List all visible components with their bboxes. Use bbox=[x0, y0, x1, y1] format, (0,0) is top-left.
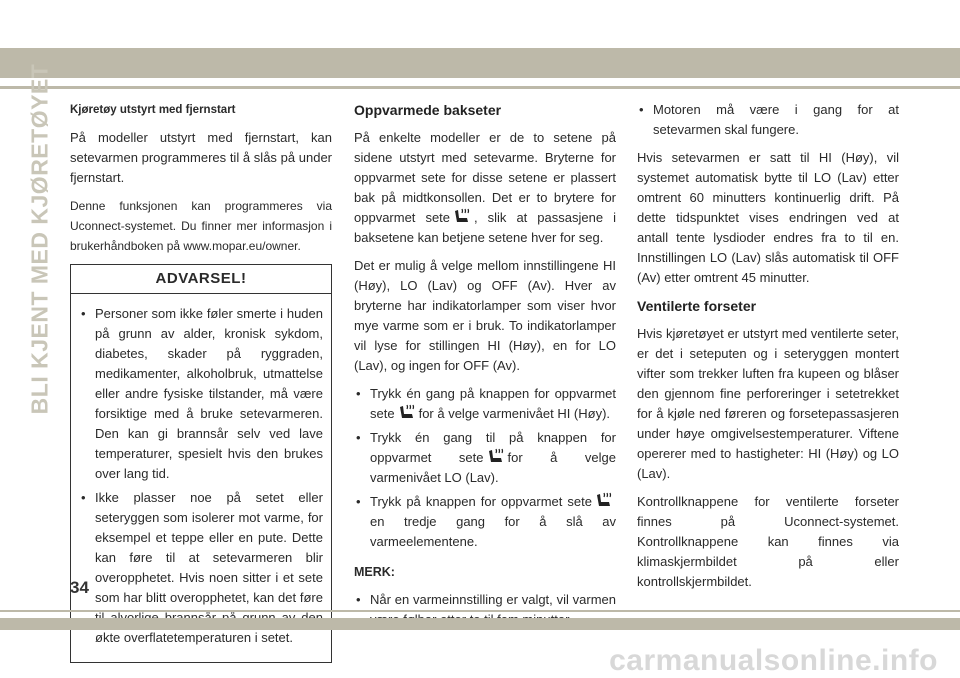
header-band bbox=[0, 48, 960, 78]
column-3 bbox=[637, 100, 899, 600]
footer-band bbox=[0, 618, 960, 630]
note-item: • Når en varmeinnstilling er valgt, vil varmen bbox=[356, 592, 616, 607]
warning-list bbox=[79, 304, 323, 648]
warning-box bbox=[70, 264, 332, 663]
column-1 bbox=[70, 100, 332, 663]
heated-rear-settings: Det er mulig å velge mellom innstillingene HI (Høy), LO (Lav) og OFF (Av). Hver av bryterne har indikatorlamper som viser hvor mye varme som er i bruk. To indikatorlamper vil lyse for stillingen HI (Høy), en for LO (Lav), og ingen for OFF (Av). bbox=[354, 258, 616, 373]
header-line bbox=[0, 86, 960, 89]
heated-seat-icon bbox=[398, 404, 416, 420]
ventilated-controls-paragraph: Kontrollknappene for ventilerte forseter finnes på Uconnect-systemet. Kontrollknappene kan finnes via klimaskjermbildet på eller kontrollskjermbildet. bbox=[637, 494, 899, 589]
page-number: 34 bbox=[70, 578, 89, 597]
footer-line bbox=[0, 610, 960, 612]
note-item: • Motoren må være i gang for at setevarmen skal fungere. bbox=[639, 102, 899, 137]
heated-rear-steps bbox=[354, 384, 616, 552]
warning-title: ADVARSEL! bbox=[71, 265, 331, 294]
step-item: • Trykk én gang på knappen for oppvarmet sete for å velge varmenivået HI (Høy). bbox=[356, 386, 616, 421]
auto-switch-paragraph: Hvis setevarmen er satt til HI (Høy), vil systemet automatisk bytte til LO (Lav) etter omtrent 60 minutters kontinuerlig drift. På dette tidspunktet vises endringen ved at antall tente lysdioder endres fra to til en. Innstillingen LO (Lav) slås automatisk til OFF (Av) etter omtrent 45 minutter. bbox=[637, 150, 899, 285]
remote-start-paragraph: På modeller utstyrt med fjernstart, kan setevarmen programmeres til å slås på under fjernstart. bbox=[70, 130, 332, 185]
heated-seat-icon bbox=[453, 208, 471, 224]
warning-item: • Personer som ikke føler smerte i huden på grunn av alder, kronisk sykdom, diabetes, skader på ryggraden, medikamenter, alkoholbruk, utmattelse eller andre fysiske tilstander, må være forsiktige med å bruke setevarmeren. Den kan gi brannsår selv ved lave temperaturer, spesielt hvis den brukes over lang tid. bbox=[81, 306, 323, 481]
heated-seat-icon bbox=[595, 492, 613, 508]
step-item: • Trykk én gang til på knappen for oppvarmet sete for å velge varmenivået LO (Lav). bbox=[356, 430, 616, 485]
ventilated-seats-paragraph: Hvis kjøretøyet er utstyrt med ventilerte seter, er det i seteputen og i seteryggen montert vifter som trekker luften fra kupeen og blåser den gjennom fine perforeringer i setetrekket for å kjøle ned føreren og forsetepassasjeren under høye omgivelsestemperaturer. Viftene opererer med to hastigheter: HI (Høy) og LO (Lav). bbox=[637, 326, 899, 481]
heated-rear-seats-heading: Oppvarmede bakseter bbox=[354, 102, 502, 118]
note-label: MERK: bbox=[354, 565, 395, 579]
remote-start-note: Denne funksjonen kan programmeres via Uconnect-systemet. Du finner mer informasjon i brukerhåndboken på www.mopar.eu/owner. bbox=[70, 199, 332, 253]
column-2 bbox=[354, 100, 616, 638]
ventilated-seats-heading: Ventilerte forseter bbox=[637, 298, 757, 314]
heated-seat-icon bbox=[487, 448, 505, 464]
remote-start-heading: Kjøretøy utstyrt med fjernstart bbox=[70, 104, 236, 116]
side-section-title: BLI KJENT MED KJØRETØYET bbox=[26, 63, 53, 415]
warning-item: • Ikke plasser noe på setet eller seteryggen som isolerer mot varme, for eksempel et teppe eller en pute. Dette kan føre til at setevarmeren blir overopphetet. Hvis noen sitter i et sete som har blitt overopphetet, kan det føre økte overflatetemperaturen i setet. bbox=[81, 490, 323, 645]
heated-rear-intro: På enkelte modeller er de to setene på sidene utstyrt med setevarme. Bryterne for oppvarmet sete for disse setene er plassert bak på midtkonsollen. Det er to brytere for oppvarmet sete , slik at passasjene i baksetene kan betjene setene hver for seg. bbox=[354, 130, 616, 245]
engine-note-list bbox=[637, 100, 899, 140]
step-item: • Trykk på knappen for oppvarmet seteen tredje gang for å slå av varmeelementene. bbox=[356, 494, 616, 549]
